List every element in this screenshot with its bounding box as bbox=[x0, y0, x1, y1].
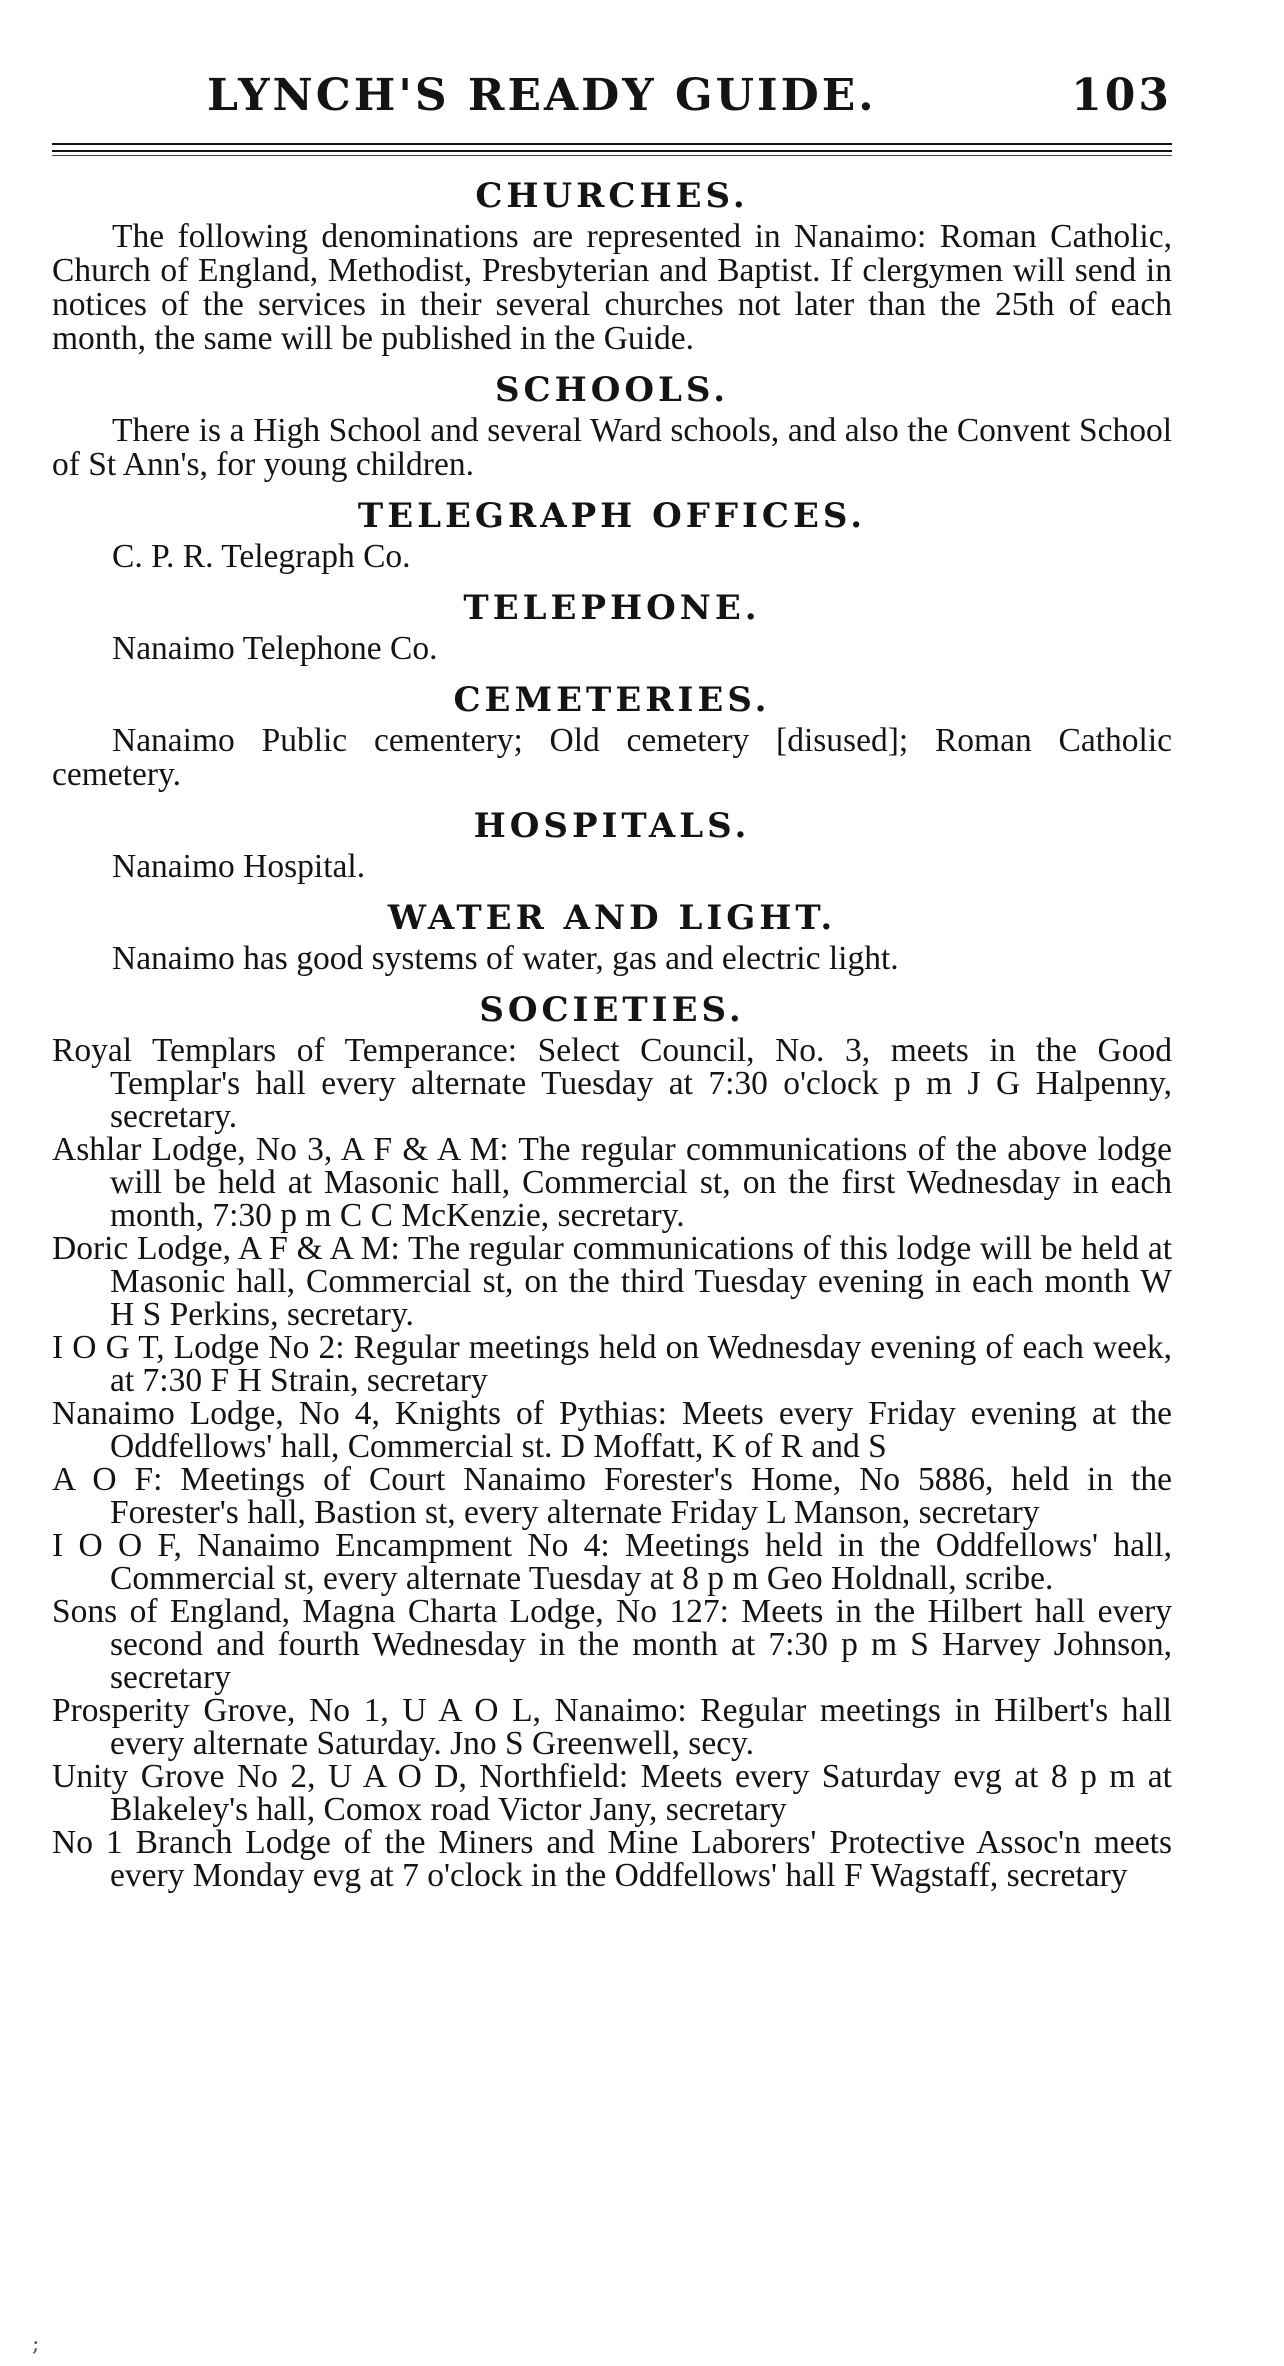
section-title-telegraph: TELEGRAPH OFFICES. bbox=[357, 496, 867, 536]
society-entry: Ashlar Lodge, No 3, A F & A M: The regular communications of the above lodge will be held at Masonic hall, Commercial st, on the first Wednesday in each month, 7:30 p m C C McKenzie, secretary. bbox=[52, 1131, 1172, 1234]
section-title-water-light: WATER AND LIGHT. bbox=[387, 898, 837, 938]
header-double-rule bbox=[52, 143, 1172, 152]
section-title-telephone: TELEPHONE. bbox=[463, 588, 761, 628]
society-entry: Nanaimo Lodge, No 4, Knights of Pythias: Meets every Friday evening at the Oddfellows' hall, Commercial st. D Moffatt, K of R and S bbox=[52, 1395, 1172, 1465]
society-entry: Doric Lodge, A F & A M: The regular communications of this lodge will be held at Masonic hall, Commercial st, on the third Tuesday evening in each month W H S Perkins, secretary. bbox=[52, 1230, 1172, 1333]
section-text-cemeteries: Nanaimo Public cementery; Old cemetery [disused]; Roman Catholic cemetery. bbox=[52, 722, 1172, 793]
running-head bbox=[52, 70, 1172, 121]
society-entry: Unity Grove No 2, U A O D, Northfield: Meets every Saturday evg at 8 p m at Blakeley's hall, Comox road Victor Jany, secretary bbox=[52, 1758, 1172, 1828]
society-entry: A O F: Meetings of Court Nanaimo Forester's Home, No 5886, held in the Forester's hall, Bastion st, every alternate Friday L Manson, secretary bbox=[52, 1461, 1172, 1531]
section-title-cemeteries: CEMETERIES. bbox=[453, 680, 771, 720]
section-text-schools: There is a High School and several Ward schools, and also the Convent School of St Ann's, for young children. bbox=[52, 412, 1172, 483]
section-text-telephone: Nanaimo Telephone Co. bbox=[112, 630, 438, 667]
section-title-churches: CHURCHES. bbox=[475, 176, 749, 216]
society-entry: Prosperity Grove, No 1, U A O L, Nanaimo: Regular meetings in Hilbert's hall every alternate Saturday. Jno S Greenwell, secy. bbox=[52, 1692, 1172, 1762]
society-entry: I O G T, Lodge No 2: Regular meetings held on Wednesday evening of each week, at 7:30 F H Strain, secretary bbox=[52, 1329, 1172, 1399]
running-head-title: LYNCH'S READY GUIDE. bbox=[207, 70, 877, 121]
section-text-churches: The following denominations are represented in Nanaimo: Roman Catholic, Church of England, Methodist, Presbyterian and Baptist. If clergymen will send in notices of the services in their several churches not later than the 25th of each month, the same will be published in the Guide. bbox=[52, 218, 1172, 357]
societies-list bbox=[52, 1034, 1172, 1892]
society-entry: No 1 Branch Lodge of the Miners and Mine Laborers' Protective Assoc'n meets every Monday evg at 7 o'clock in the Oddfellows' hall F Wagstaff, secretary bbox=[52, 1824, 1172, 1894]
header-thin-rule bbox=[52, 155, 1172, 156]
section-text-telegraph: C. P. R. Telegraph Co. bbox=[112, 538, 411, 575]
society-entry: Royal Templars of Temperance: Select Council, No. 3, meets in the Good Templar's hall every alternate Tuesday at 7:30 o'clock p m J G Halpenny, secretary. bbox=[52, 1032, 1172, 1135]
section-title-hospitals: HOSPITALS. bbox=[473, 806, 751, 846]
section-title-societies: SOCIETIES. bbox=[479, 990, 745, 1030]
section-title-schools: SCHOOLS. bbox=[494, 370, 730, 410]
section-text-water-light: Nanaimo has good systems of water, gas and electric light. bbox=[112, 940, 899, 977]
section-text-hospitals: Nanaimo Hospital. bbox=[112, 848, 366, 885]
margin-mark: ; bbox=[32, 2332, 40, 2357]
society-entry: I O O F, Nanaimo Encampment No 4: Meetings held in the Oddfellows' hall, Commercial st, every alternate Tuesday at 8 p m Geo Holdnall, scribe. bbox=[52, 1527, 1172, 1597]
society-entry: Sons of England, Magna Charta Lodge, No 127: Meets in the Hilbert hall every second and fourth Wednesday in the month at 7:30 p m S Harvey Johnson, secretary bbox=[52, 1593, 1172, 1696]
page-number: 103 bbox=[1071, 70, 1172, 121]
